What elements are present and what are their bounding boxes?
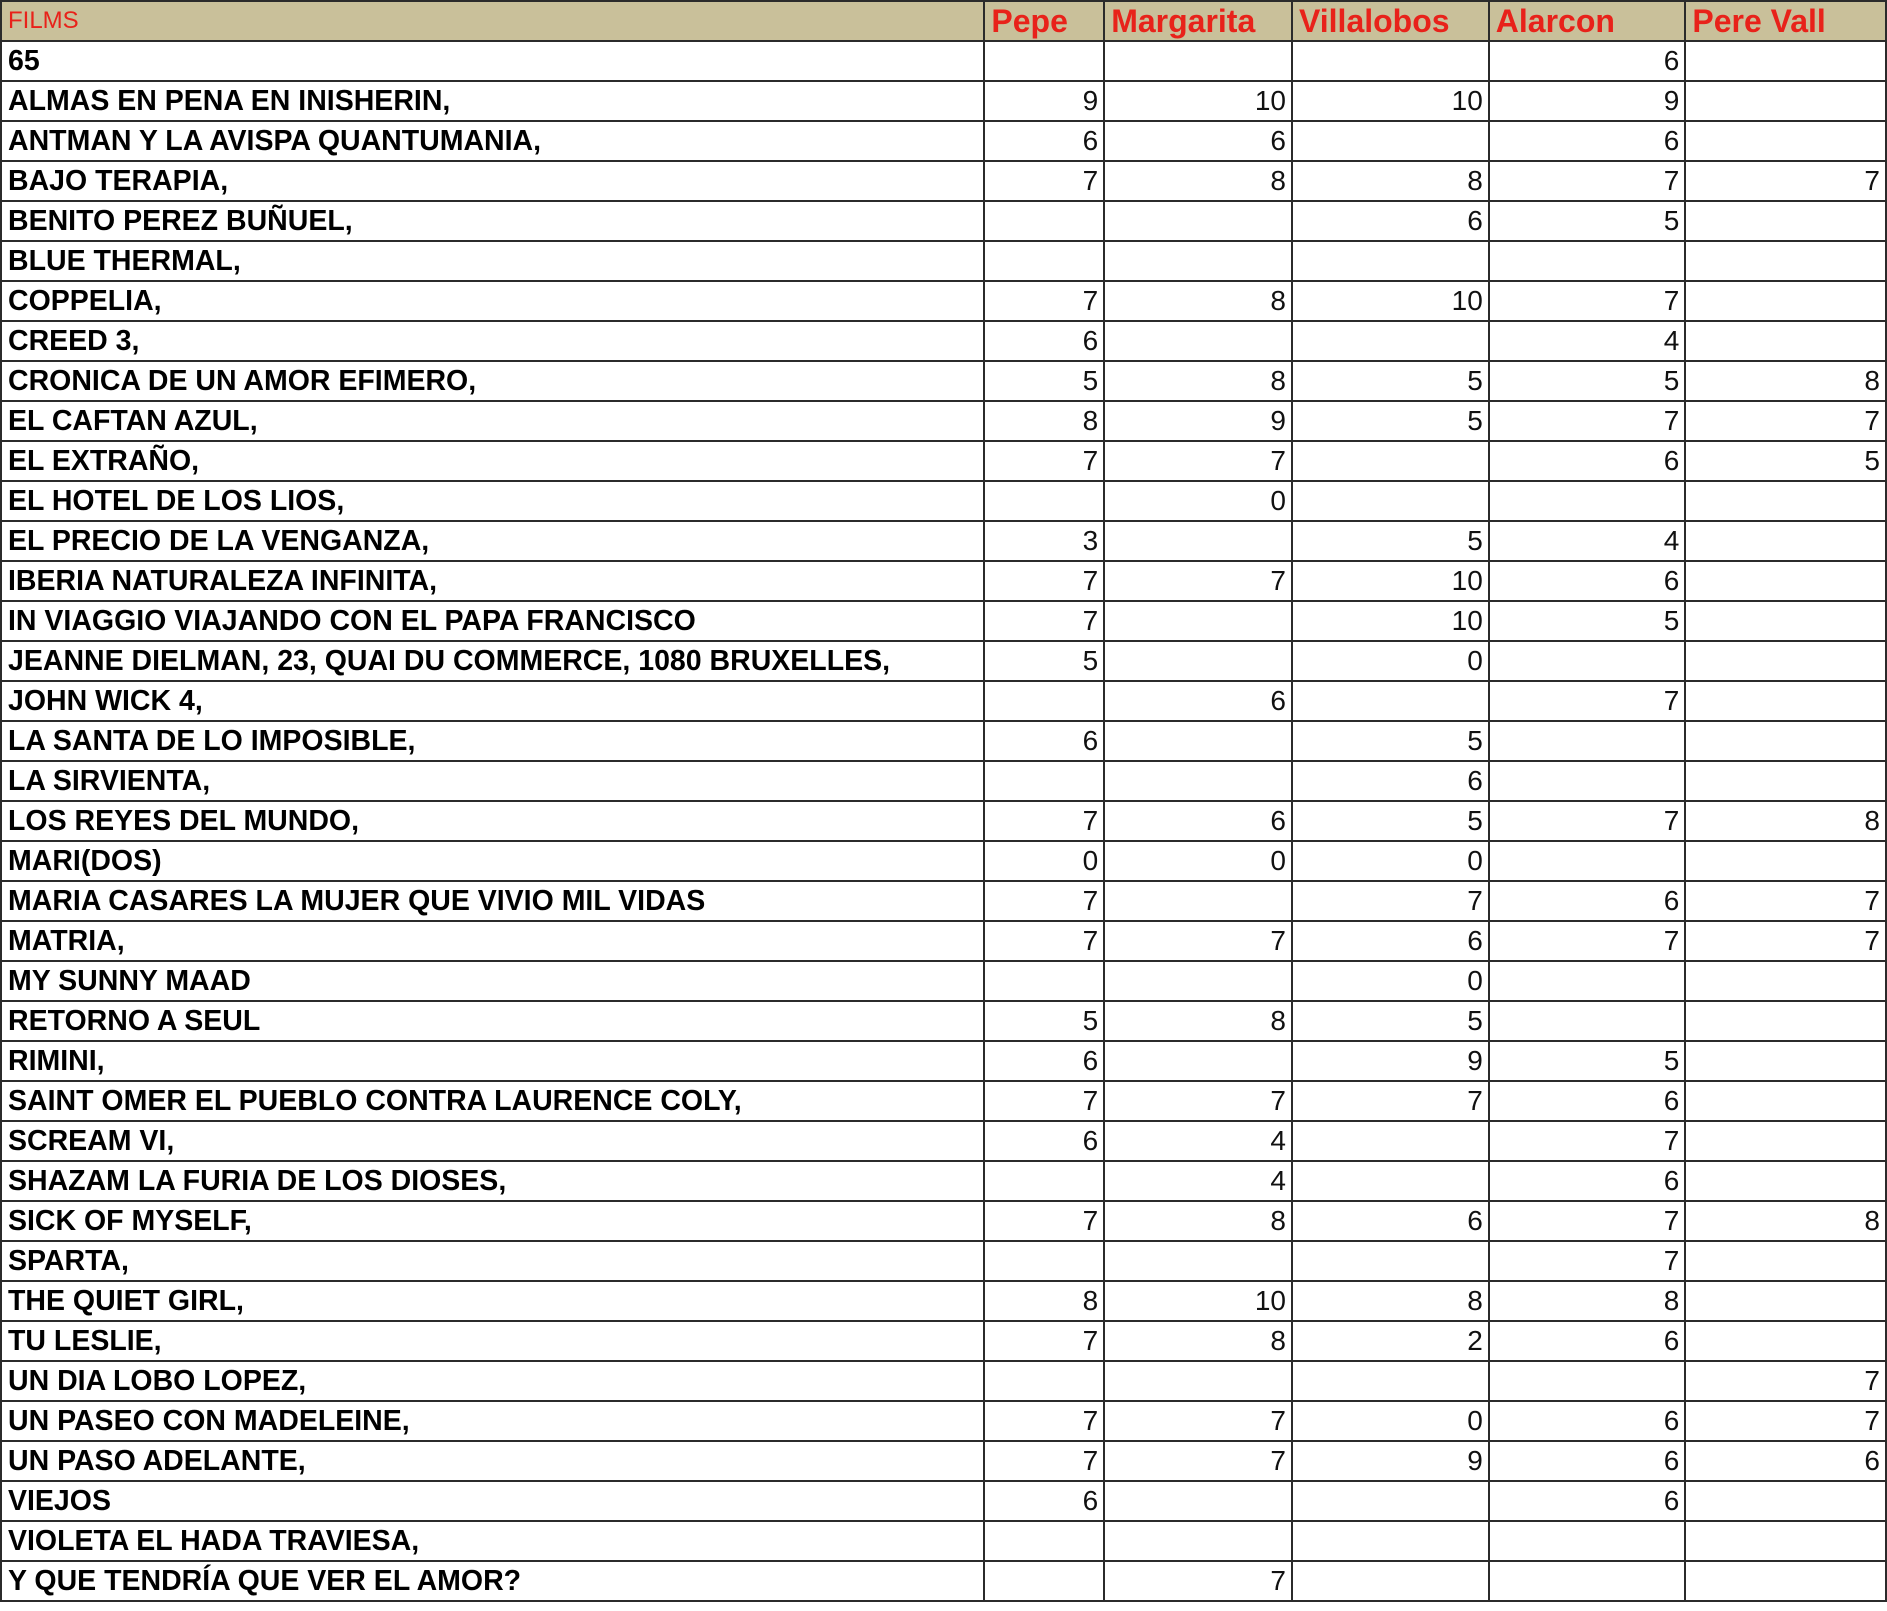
score-cell[interactable] bbox=[1292, 1241, 1489, 1281]
score-cell[interactable]: 4 bbox=[1489, 521, 1686, 561]
score-cell[interactable]: 6 bbox=[1489, 1161, 1686, 1201]
score-cell[interactable]: 5 bbox=[984, 1001, 1104, 1041]
score-cell[interactable] bbox=[984, 1241, 1104, 1281]
table-row bbox=[1, 521, 1886, 561]
score-cell[interactable] bbox=[1685, 1041, 1886, 1081]
score-cell[interactable]: 7 bbox=[1685, 401, 1886, 441]
score-cell[interactable]: 7 bbox=[984, 1321, 1104, 1361]
score-cell[interactable]: 0 bbox=[1292, 841, 1489, 881]
table-row bbox=[1, 1121, 1886, 1161]
table-row bbox=[1, 161, 1886, 201]
score-cell[interactable]: 6 bbox=[1489, 1401, 1686, 1441]
film-title-cell[interactable]: BLUE THERMAL, bbox=[1, 241, 984, 281]
film-title-cell[interactable]: EL CAFTAN AZUL, bbox=[1, 401, 984, 441]
score-cell[interactable] bbox=[1489, 241, 1686, 281]
score-cell[interactable]: 7 bbox=[1489, 1121, 1686, 1161]
table-row bbox=[1, 881, 1886, 921]
score-cell[interactable] bbox=[1292, 1561, 1489, 1601]
score-cell[interactable]: 8 bbox=[1685, 1201, 1886, 1241]
score-cell[interactable]: 5 bbox=[1489, 1041, 1686, 1081]
film-title-cell[interactable]: MARIA CASARES LA MUJER QUE VIVIO MIL VIDAS bbox=[1, 881, 984, 921]
table-row bbox=[1, 121, 1886, 161]
table-row bbox=[1, 1281, 1886, 1321]
score-cell[interactable]: 3 bbox=[984, 521, 1104, 561]
film-title-cell[interactable]: SHAZAM LA FURIA DE LOS DIOSES, bbox=[1, 1161, 984, 1201]
film-title-cell[interactable]: EL HOTEL DE LOS LIOS, bbox=[1, 481, 984, 521]
score-cell[interactable] bbox=[1104, 1521, 1292, 1561]
table-row bbox=[1, 1201, 1886, 1241]
score-cell[interactable] bbox=[1685, 1521, 1886, 1561]
film-title-cell[interactable]: Y QUE TENDRÍA QUE VER EL AMOR? bbox=[1, 1561, 984, 1601]
score-cell[interactable]: 7 bbox=[984, 1441, 1104, 1481]
score-cell[interactable] bbox=[1104, 321, 1292, 361]
score-cell[interactable] bbox=[1685, 521, 1886, 561]
score-cell[interactable] bbox=[1685, 1241, 1886, 1281]
score-cell[interactable]: 4 bbox=[1104, 1161, 1292, 1201]
table-row bbox=[1, 1481, 1886, 1521]
table-row bbox=[1, 681, 1886, 721]
score-cell[interactable]: 4 bbox=[1489, 321, 1686, 361]
score-cell[interactable]: 7 bbox=[1292, 881, 1489, 921]
score-cell[interactable] bbox=[1104, 201, 1292, 241]
film-title-cell[interactable]: UN PASEO CON MADELEINE, bbox=[1, 1401, 984, 1441]
score-cell[interactable]: 6 bbox=[1489, 441, 1686, 481]
score-cell[interactable]: 6 bbox=[1489, 1441, 1686, 1481]
film-title-cell[interactable]: SPARTA, bbox=[1, 1241, 984, 1281]
film-title-cell[interactable]: CRONICA DE UN AMOR EFIMERO, bbox=[1, 361, 984, 401]
score-cell[interactable]: 7 bbox=[1489, 921, 1686, 961]
score-cell[interactable] bbox=[984, 1161, 1104, 1201]
film-title-cell[interactable]: THE QUIET GIRL, bbox=[1, 1281, 984, 1321]
score-cell[interactable] bbox=[1104, 601, 1292, 641]
score-cell[interactable]: 6 bbox=[1489, 881, 1686, 921]
table-row bbox=[1, 1041, 1886, 1081]
score-cell[interactable]: 7 bbox=[1292, 1081, 1489, 1121]
score-cell[interactable] bbox=[1292, 41, 1489, 81]
score-cell[interactable] bbox=[984, 761, 1104, 801]
score-cell[interactable] bbox=[1292, 241, 1489, 281]
score-cell[interactable]: 9 bbox=[1104, 401, 1292, 441]
score-cell[interactable]: 9 bbox=[1292, 1441, 1489, 1481]
score-cell[interactable] bbox=[1104, 1241, 1292, 1281]
score-cell[interactable]: 7 bbox=[984, 1081, 1104, 1121]
score-cell[interactable] bbox=[1104, 1041, 1292, 1081]
score-cell[interactable]: 5 bbox=[984, 361, 1104, 401]
table-row bbox=[1, 81, 1886, 121]
score-cell[interactable]: 5 bbox=[1489, 201, 1686, 241]
reviewer-header-margarita[interactable]: Margarita bbox=[1104, 1, 1292, 41]
reviewer-header-pere-vall[interactable]: Pere Vall bbox=[1685, 1, 1886, 41]
score-cell[interactable] bbox=[1489, 761, 1686, 801]
score-cell[interactable] bbox=[984, 681, 1104, 721]
score-cell[interactable]: 6 bbox=[1292, 1201, 1489, 1241]
score-cell[interactable]: 2 bbox=[1292, 1321, 1489, 1361]
score-cell[interactable] bbox=[1685, 1281, 1886, 1321]
film-title-cell[interactable]: MY SUNNY MAAD bbox=[1, 961, 984, 1001]
table-row bbox=[1, 601, 1886, 641]
score-cell[interactable] bbox=[1292, 1521, 1489, 1561]
table-row bbox=[1, 361, 1886, 401]
film-title-cell[interactable]: BENITO PEREZ BUÑUEL, bbox=[1, 201, 984, 241]
score-cell[interactable] bbox=[1104, 961, 1292, 1001]
score-cell[interactable]: 8 bbox=[1685, 361, 1886, 401]
score-cell[interactable]: 7 bbox=[1104, 1561, 1292, 1601]
table-row bbox=[1, 1401, 1886, 1441]
score-cell[interactable] bbox=[1489, 961, 1686, 1001]
score-cell[interactable]: 6 bbox=[1489, 1481, 1686, 1521]
score-cell[interactable]: 10 bbox=[1292, 561, 1489, 601]
table-row bbox=[1, 561, 1886, 601]
score-cell[interactable]: 6 bbox=[1292, 201, 1489, 241]
score-cell[interactable]: 7 bbox=[1685, 161, 1886, 201]
table-row bbox=[1, 1001, 1886, 1041]
score-cell[interactable] bbox=[1292, 1361, 1489, 1401]
film-title-cell[interactable]: 65 bbox=[1, 41, 984, 81]
score-cell[interactable] bbox=[1489, 1361, 1686, 1401]
table-row bbox=[1, 1521, 1886, 1561]
score-cell[interactable] bbox=[1489, 1561, 1686, 1601]
score-cell[interactable] bbox=[1104, 521, 1292, 561]
film-title-cell[interactable]: UN DIA LOBO LOPEZ, bbox=[1, 1361, 984, 1401]
score-cell[interactable] bbox=[1104, 761, 1292, 801]
score-cell[interactable]: 7 bbox=[1104, 561, 1292, 601]
film-title-cell[interactable]: IBERIA NATURALEZA INFINITA, bbox=[1, 561, 984, 601]
score-cell[interactable]: 10 bbox=[1292, 81, 1489, 121]
score-cell[interactable] bbox=[1685, 321, 1886, 361]
score-cell[interactable]: 10 bbox=[1292, 281, 1489, 321]
score-cell[interactable]: 6 bbox=[1489, 41, 1686, 81]
films-column-header[interactable]: FILMS bbox=[1, 1, 984, 41]
film-title-cell[interactable]: SICK OF MYSELF, bbox=[1, 1201, 984, 1241]
score-cell[interactable]: 7 bbox=[984, 161, 1104, 201]
score-cell[interactable]: 7 bbox=[1104, 441, 1292, 481]
score-cell[interactable]: 6 bbox=[984, 1121, 1104, 1161]
score-cell[interactable] bbox=[1685, 681, 1886, 721]
score-cell[interactable] bbox=[1685, 201, 1886, 241]
score-cell[interactable]: 6 bbox=[984, 1041, 1104, 1081]
score-cell[interactable] bbox=[1292, 121, 1489, 161]
score-cell[interactable] bbox=[1292, 321, 1489, 361]
score-cell[interactable]: 6 bbox=[984, 1481, 1104, 1521]
film-title-cell[interactable]: BAJO TERAPIA, bbox=[1, 161, 984, 201]
score-cell[interactable]: 7 bbox=[1489, 1201, 1686, 1241]
score-cell[interactable] bbox=[1685, 641, 1886, 681]
score-cell[interactable]: 7 bbox=[1685, 1401, 1886, 1441]
score-cell[interactable]: 5 bbox=[984, 641, 1104, 681]
score-cell[interactable] bbox=[1489, 841, 1686, 881]
score-cell[interactable]: 6 bbox=[1489, 1321, 1686, 1361]
score-cell[interactable]: 7 bbox=[984, 921, 1104, 961]
film-title-cell[interactable]: EL EXTRAÑO, bbox=[1, 441, 984, 481]
score-cell[interactable] bbox=[984, 201, 1104, 241]
table-row bbox=[1, 1321, 1886, 1361]
score-cell[interactable]: 7 bbox=[1489, 281, 1686, 321]
score-cell[interactable]: 8 bbox=[1489, 1281, 1686, 1321]
score-cell[interactable] bbox=[1685, 961, 1886, 1001]
score-cell[interactable]: 7 bbox=[1104, 1401, 1292, 1441]
film-title-cell[interactable]: JOHN WICK 4, bbox=[1, 681, 984, 721]
score-cell[interactable] bbox=[1104, 721, 1292, 761]
score-cell[interactable]: 7 bbox=[1685, 921, 1886, 961]
table-row bbox=[1, 1441, 1886, 1481]
score-cell[interactable]: 9 bbox=[1292, 1041, 1489, 1081]
header-row bbox=[1, 1, 1886, 41]
score-cell[interactable] bbox=[1685, 721, 1886, 761]
score-cell[interactable] bbox=[1104, 641, 1292, 681]
score-cell[interactable]: 5 bbox=[1685, 441, 1886, 481]
film-title-cell[interactable]: COPPELIA, bbox=[1, 281, 984, 321]
score-cell[interactable]: 0 bbox=[1292, 1401, 1489, 1441]
score-cell[interactable]: 10 bbox=[1104, 81, 1292, 121]
table-row bbox=[1, 401, 1886, 441]
score-cell[interactable]: 5 bbox=[1292, 521, 1489, 561]
table-row bbox=[1, 481, 1886, 521]
score-cell[interactable]: 5 bbox=[1292, 721, 1489, 761]
score-cell[interactable]: 8 bbox=[984, 401, 1104, 441]
score-cell[interactable]: 6 bbox=[984, 121, 1104, 161]
score-cell[interactable]: 8 bbox=[1104, 361, 1292, 401]
score-cell[interactable]: 7 bbox=[1489, 161, 1686, 201]
score-cell[interactable]: 6 bbox=[1489, 1081, 1686, 1121]
film-title-cell[interactable]: EL PRECIO DE LA VENGANZA, bbox=[1, 521, 984, 561]
score-cell[interactable]: 8 bbox=[984, 1281, 1104, 1321]
table-row bbox=[1, 1081, 1886, 1121]
score-cell[interactable]: 8 bbox=[1104, 1201, 1292, 1241]
score-cell[interactable] bbox=[1685, 281, 1886, 321]
score-cell[interactable]: 0 bbox=[984, 841, 1104, 881]
table-row bbox=[1, 41, 1886, 81]
score-cell[interactable] bbox=[1104, 1361, 1292, 1401]
score-cell[interactable] bbox=[1489, 481, 1686, 521]
score-cell[interactable]: 7 bbox=[1489, 401, 1686, 441]
film-title-cell[interactable]: JEANNE DIELMAN, 23, QUAI DU COMMERCE, 1080 BRUXELLES, bbox=[1, 641, 984, 681]
score-cell[interactable] bbox=[1489, 721, 1686, 761]
table-row bbox=[1, 1241, 1886, 1281]
table-row bbox=[1, 1161, 1886, 1201]
score-cell[interactable] bbox=[1685, 561, 1886, 601]
score-cell[interactable] bbox=[1685, 121, 1886, 161]
score-cell[interactable]: 7 bbox=[984, 281, 1104, 321]
table-row bbox=[1, 321, 1886, 361]
score-cell[interactable]: 6 bbox=[984, 721, 1104, 761]
film-title-cell[interactable]: TU LESLIE, bbox=[1, 1321, 984, 1361]
score-cell[interactable]: 9 bbox=[1489, 81, 1686, 121]
score-cell[interactable] bbox=[984, 41, 1104, 81]
film-title-cell[interactable]: LOS REYES DEL MUNDO, bbox=[1, 801, 984, 841]
table-row bbox=[1, 761, 1886, 801]
table-row bbox=[1, 721, 1886, 761]
score-cell[interactable] bbox=[1685, 481, 1886, 521]
score-cell[interactable]: 8 bbox=[1104, 1321, 1292, 1361]
score-cell[interactable]: 6 bbox=[1104, 681, 1292, 721]
score-cell[interactable]: 7 bbox=[1489, 681, 1686, 721]
score-cell[interactable]: 5 bbox=[1489, 361, 1686, 401]
score-cell[interactable]: 5 bbox=[1292, 801, 1489, 841]
table-row bbox=[1, 1361, 1886, 1401]
score-cell[interactable] bbox=[1685, 841, 1886, 881]
score-cell[interactable]: 8 bbox=[1292, 1281, 1489, 1321]
score-cell[interactable]: 8 bbox=[1104, 161, 1292, 201]
score-cell[interactable]: 10 bbox=[1292, 601, 1489, 641]
score-cell[interactable] bbox=[1104, 881, 1292, 921]
score-cell[interactable]: 5 bbox=[1292, 1001, 1489, 1041]
film-title-cell[interactable]: IN VIAGGIO VIAJANDO CON EL PAPA FRANCISCO bbox=[1, 601, 984, 641]
score-cell[interactable]: 7 bbox=[984, 801, 1104, 841]
score-cell[interactable] bbox=[1292, 481, 1489, 521]
score-cell[interactable]: 0 bbox=[1292, 641, 1489, 681]
film-title-cell[interactable]: LA SANTA DE LO IMPOSIBLE, bbox=[1, 721, 984, 761]
film-title-cell[interactable]: ALMAS EN PENA EN INISHERIN, bbox=[1, 81, 984, 121]
score-cell[interactable]: 7 bbox=[984, 881, 1104, 921]
score-cell[interactable]: 8 bbox=[1104, 1001, 1292, 1041]
film-title-cell[interactable]: MATRIA, bbox=[1, 921, 984, 961]
score-cell[interactable]: 6 bbox=[1685, 1441, 1886, 1481]
score-cell[interactable]: 10 bbox=[1104, 1281, 1292, 1321]
score-cell[interactable]: 6 bbox=[984, 321, 1104, 361]
score-cell[interactable]: 7 bbox=[984, 561, 1104, 601]
score-cell[interactable]: 6 bbox=[1104, 121, 1292, 161]
score-cell[interactable]: 6 bbox=[1104, 801, 1292, 841]
score-cell[interactable]: 7 bbox=[984, 1401, 1104, 1441]
score-cell[interactable]: 8 bbox=[1104, 281, 1292, 321]
score-cell[interactable] bbox=[1685, 1081, 1886, 1121]
score-cell[interactable] bbox=[1685, 1321, 1886, 1361]
table-row bbox=[1, 1561, 1886, 1601]
score-cell[interactable] bbox=[984, 1521, 1104, 1561]
score-cell[interactable]: 0 bbox=[1104, 841, 1292, 881]
score-cell[interactable] bbox=[1292, 1121, 1489, 1161]
score-cell[interactable]: 6 bbox=[1292, 761, 1489, 801]
score-cell[interactable] bbox=[1685, 241, 1886, 281]
score-cell[interactable]: 7 bbox=[1685, 1361, 1886, 1401]
score-cell[interactable] bbox=[1685, 1161, 1886, 1201]
score-cell[interactable] bbox=[1292, 1161, 1489, 1201]
score-cell[interactable] bbox=[984, 1561, 1104, 1601]
table-row bbox=[1, 801, 1886, 841]
film-title-cell[interactable]: UN PASO ADELANTE, bbox=[1, 1441, 984, 1481]
film-title-cell[interactable]: LA SIRVIENTA, bbox=[1, 761, 984, 801]
score-cell[interactable] bbox=[1685, 1001, 1886, 1041]
score-cell[interactable] bbox=[1104, 241, 1292, 281]
score-cell[interactable]: 5 bbox=[1292, 401, 1489, 441]
score-cell[interactable] bbox=[1292, 441, 1489, 481]
score-cell[interactable]: 0 bbox=[1292, 961, 1489, 1001]
score-cell[interactable] bbox=[1685, 1121, 1886, 1161]
table-row bbox=[1, 201, 1886, 241]
score-cell[interactable]: 7 bbox=[1685, 881, 1886, 921]
score-cell[interactable] bbox=[1685, 1481, 1886, 1521]
table-row bbox=[1, 441, 1886, 481]
table-row bbox=[1, 281, 1886, 321]
reviewer-header-alarcon[interactable]: Alarcon bbox=[1489, 1, 1686, 41]
reviewer-header-pepe[interactable]: Pepe bbox=[984, 1, 1104, 41]
score-cell[interactable]: 7 bbox=[1489, 801, 1686, 841]
ratings-table-body bbox=[1, 41, 1886, 1601]
table-row bbox=[1, 961, 1886, 1001]
table-row bbox=[1, 641, 1886, 681]
film-title-cell[interactable]: VIOLETA EL HADA TRAVIESA, bbox=[1, 1521, 984, 1561]
score-cell[interactable] bbox=[984, 961, 1104, 1001]
score-cell[interactable] bbox=[1685, 601, 1886, 641]
reviewer-header-villalobos[interactable]: Villalobos bbox=[1292, 1, 1489, 41]
table-row bbox=[1, 921, 1886, 961]
score-cell[interactable]: 6 bbox=[1489, 561, 1686, 601]
film-title-cell[interactable]: ANTMAN Y LA AVISPA QUANTUMANIA, bbox=[1, 121, 984, 161]
film-title-cell[interactable]: CREED 3, bbox=[1, 321, 984, 361]
film-title-cell[interactable]: VIEJOS bbox=[1, 1481, 984, 1521]
score-cell[interactable] bbox=[1489, 1521, 1686, 1561]
score-cell[interactable] bbox=[1489, 641, 1686, 681]
score-cell[interactable] bbox=[984, 1361, 1104, 1401]
score-cell[interactable]: 6 bbox=[1489, 121, 1686, 161]
film-title-cell[interactable]: MARI(DOS) bbox=[1, 841, 984, 881]
score-cell[interactable]: 8 bbox=[1292, 161, 1489, 201]
film-title-cell[interactable]: RIMINI, bbox=[1, 1041, 984, 1081]
score-cell[interactable] bbox=[1685, 761, 1886, 801]
score-cell[interactable] bbox=[1685, 41, 1886, 81]
score-cell[interactable]: 7 bbox=[984, 441, 1104, 481]
table-row bbox=[1, 841, 1886, 881]
score-cell[interactable]: 4 bbox=[1104, 1121, 1292, 1161]
score-cell[interactable]: 7 bbox=[1104, 921, 1292, 961]
score-cell[interactable] bbox=[1685, 1561, 1886, 1601]
score-cell[interactable]: 0 bbox=[1104, 481, 1292, 521]
score-cell[interactable]: 7 bbox=[984, 601, 1104, 641]
score-cell[interactable]: 7 bbox=[984, 1201, 1104, 1241]
film-title-cell[interactable]: RETORNO A SEUL bbox=[1, 1001, 984, 1041]
score-cell[interactable]: 7 bbox=[1104, 1441, 1292, 1481]
score-cell[interactable]: 5 bbox=[1489, 601, 1686, 641]
score-cell[interactable]: 6 bbox=[1292, 921, 1489, 961]
score-cell[interactable] bbox=[984, 241, 1104, 281]
score-cell[interactable] bbox=[1104, 41, 1292, 81]
score-cell[interactable] bbox=[1685, 81, 1886, 121]
score-cell[interactable]: 7 bbox=[1104, 1081, 1292, 1121]
score-cell[interactable]: 7 bbox=[1489, 1241, 1686, 1281]
score-cell[interactable]: 8 bbox=[1685, 801, 1886, 841]
score-cell[interactable] bbox=[1292, 681, 1489, 721]
score-cell[interactable] bbox=[984, 481, 1104, 521]
score-cell[interactable]: 5 bbox=[1292, 361, 1489, 401]
score-cell[interactable] bbox=[1292, 1481, 1489, 1521]
film-title-cell[interactable]: SCREAM VI, bbox=[1, 1121, 984, 1161]
score-cell[interactable] bbox=[1489, 1001, 1686, 1041]
score-cell[interactable]: 9 bbox=[984, 81, 1104, 121]
film-title-cell[interactable]: SAINT OMER EL PUEBLO CONTRA LAURENCE COLY, bbox=[1, 1081, 984, 1121]
score-cell[interactable] bbox=[1104, 1481, 1292, 1521]
table-row bbox=[1, 241, 1886, 281]
